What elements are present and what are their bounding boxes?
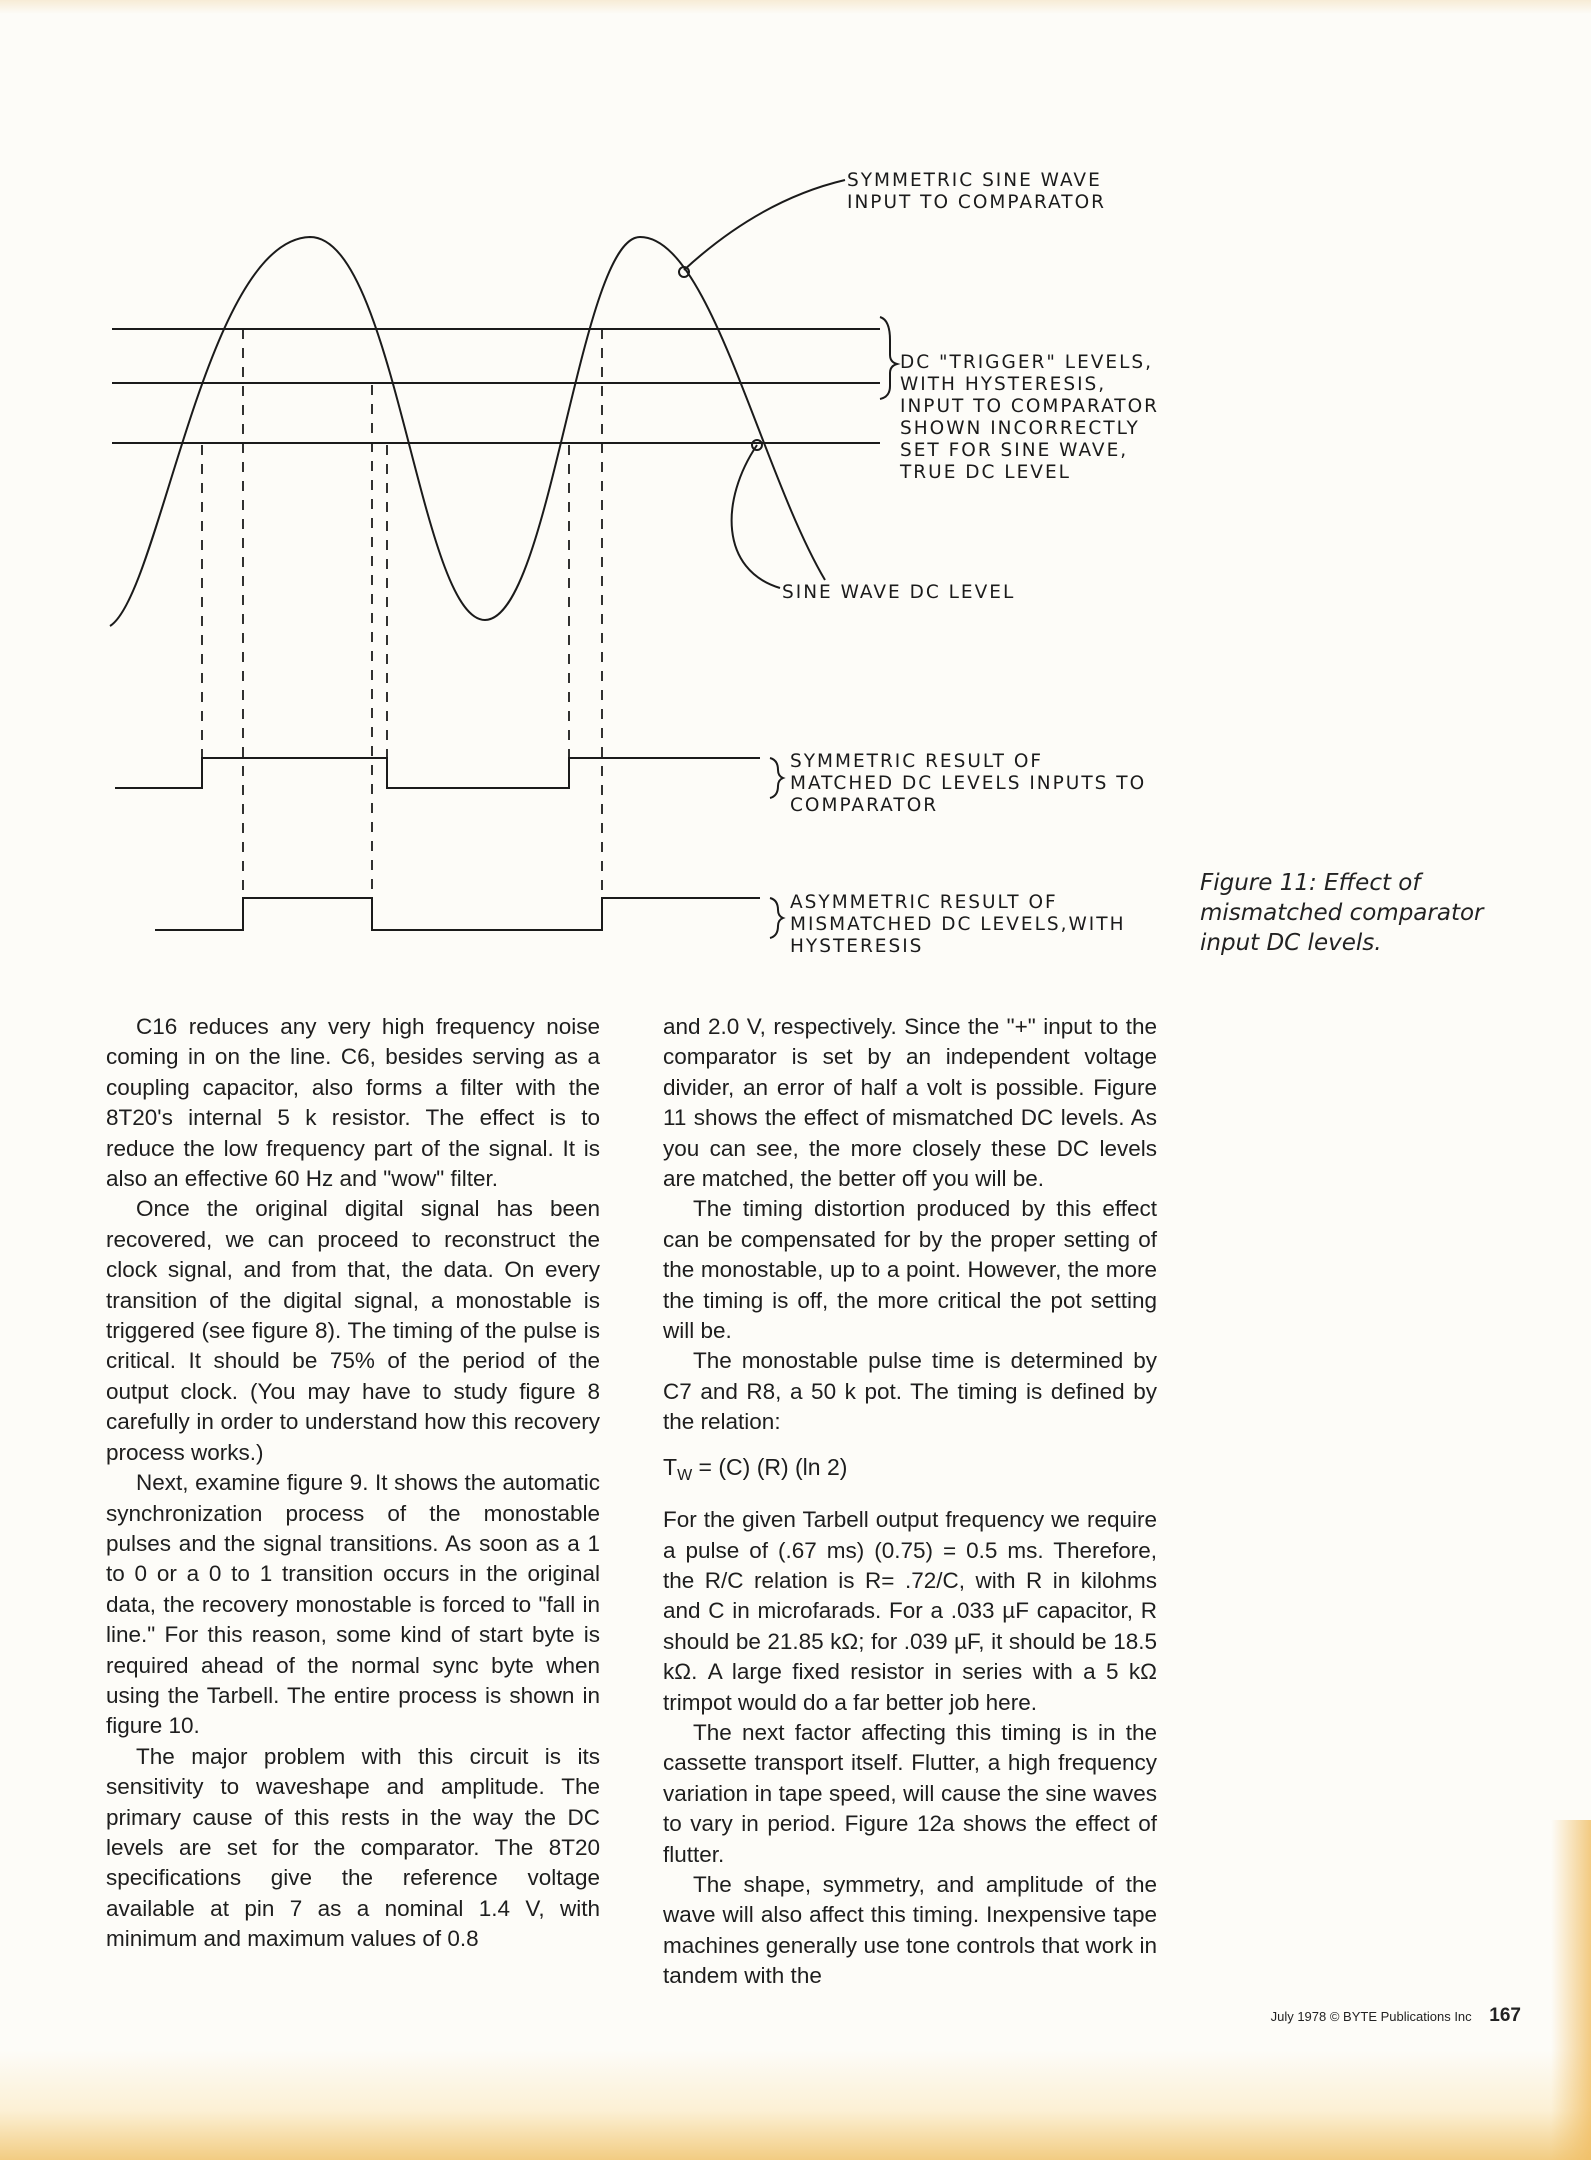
label-symmetric-result: SYMMETRIC RESULT OF MATCHED DC LEVELS INPUTS TO COMPARATOR [790, 751, 1147, 816]
figure-caption: Figure 11: Effect of mismatched comparator input DC levels. [1200, 870, 1484, 956]
timing-equation: $T_W = (C)$ (R) (ln 2) [663, 1453, 848, 1484]
paragraph: C16 reduces any very high frequency noise coming in on the line. C6, besides serving as a coupling capacitor, also forms a filter with the 8T20's internal 5 k resistor. The effect is to reduce the low frequency part of the signal. It is also an effective 60 Hz and "wow" filter. [106, 1014, 600, 1192]
paper-stain-bottom [0, 2050, 1591, 2160]
paragraph: The major problem with this circuit is its sensitivity to waveshape and amplitude. The primary cause of this rests in the way the DC levels are set for the comparator. The 8T20 specifications give the reference voltage available at pin 7 as a nominal 1.4 V, with minimum and maximum values of 0.8 [106, 1743, 600, 1952]
paragraph: The monostable pulse time is determined by C7 and R8, a 50 k pot. The timing is defined by the relation: [663, 1348, 1157, 1435]
symmetric-bracket [770, 758, 783, 798]
label-asymmetric-result: ASYMMETRIC RESULT OF MISMATCHED DC LEVELS,WITH HYSTERESIS [790, 892, 1126, 957]
paragraph: Once the original digital signal has been recovered, we can proceed to reconstruct the clock signal, and from that, the data. On every transition of the digital signal, a monostable is triggered (see figure 8). The timing of the pulse is critical. It should be 75% of the period of the output clock. (You may have to study figure 8 carefully in order to understand how this recovery process works.) [106, 1196, 600, 1465]
figure-11 [0, 0, 1591, 1000]
paragraph: Next, examine figure 9. It shows the automatic synchronization process of the monostable pulses and the signal transitions. As soon as a 1 to 0 or a 0 to 1 transition occurs in the original data, the recovery monostable is forced to "fall in line." For this reason, some kind of start byte is required ahead of the normal sync byte when using the Tarbell. The entire process is shown in figure 10. [106, 1470, 600, 1739]
right-text-column [663, 1012, 1157, 1992]
paragraph: and 2.0 V, respectively. Since the "+" input to the comparator is set by an independent voltage divider, an error of half a volt is possible. Figure 11 shows the effect of mismatched DC levels. As you can see, the more closely these DC levels are matched, the better off you will be. [663, 1014, 1157, 1192]
paper-stain-right [1551, 1820, 1591, 2160]
symmetric-pulse-train [115, 758, 760, 788]
page-number: 167 [1489, 2005, 1521, 2026]
waveform-diagram [0, 0, 1591, 1000]
sine-wave [110, 237, 825, 626]
asymmetric-bracket [770, 898, 783, 938]
left-text-column [106, 1012, 600, 1955]
asymmetric-pulse-train [155, 898, 760, 930]
sine-input-leader [684, 180, 845, 270]
label-sine-dc-level: SINE WAVE DC LEVEL [782, 582, 1016, 603]
paragraph: The shape, symmetry, and amplitude of the wave will also affect this timing. Inexpensive tape machines generally use tone controls that work in tandem with the [663, 1871, 1157, 1989]
label-sine-input: SYMMETRIC SINE WAVE INPUT TO COMPARATOR [847, 170, 1107, 213]
publication-credit: July 1978 © BYTE Publications Inc [1270, 2009, 1472, 2024]
paragraph: For the given Tarbell output frequency we require a pulse of (.67 ms) (0.75) = 0.5 ms. Therefore, the R/C relation is R= .72/C, with R in kilohms and C in microfarads. For a .033 µF capacitor, R should be 21.85 kΩ; for .039 µF, it should be 18.5 kΩ. A large fixed resistor in series with a 5 kΩ trimpot would do a far better job here. [663, 1507, 1157, 1715]
trigger-levels-bracket [880, 317, 897, 399]
page-footer [1271, 2005, 1521, 2027]
paragraph: The next factor affecting this timing is in the cassette transport itself. Flutter, a high frequency variation in tape speed, will cause the sine waves to vary in period. Figure 12a shows the effect of flutter. [663, 1719, 1157, 1867]
paragraph: The timing distortion produced by this effect can be compensated for by the proper setting of the monostable, up to a point. However, the more the timing is off, the more critical the pot setting will be. [663, 1196, 1157, 1344]
label-trigger-levels: DC "TRIGGER" LEVELS, WITH HYSTERESIS, INPUT TO COMPARATOR SHOWN INCORRECTLY SET FOR SINE WAVE, TRUE DC LEVEL [900, 352, 1160, 483]
